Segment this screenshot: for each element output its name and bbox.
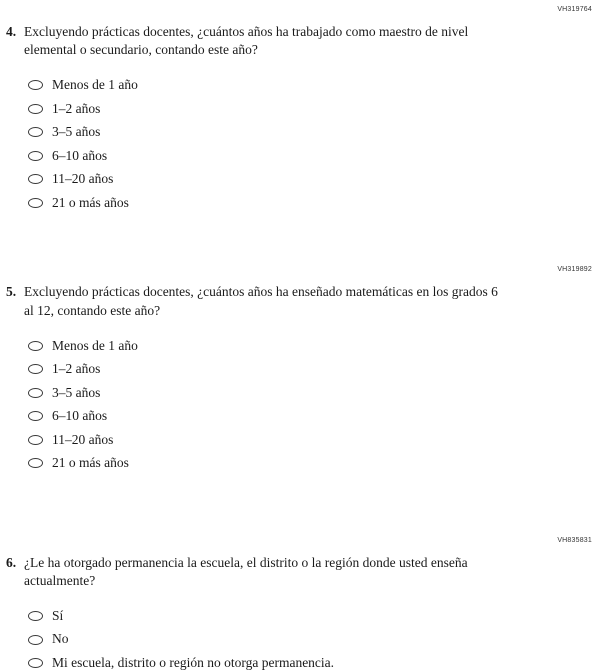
answer-option[interactable] [28,73,594,97]
answer-oval-icon[interactable] [28,635,43,645]
answer-option[interactable] [28,191,594,215]
option-label: 11–20 años [52,431,114,447]
option-label: 21 o más años [52,455,129,471]
answer-option[interactable] [28,381,594,405]
question-text: ¿Le ha otorgado permanencia la escuela, el distrito o la región donde usted enseña actualmente? [24,554,468,589]
answer-oval-icon[interactable] [28,364,43,374]
answer-option[interactable] [28,167,594,191]
question-block-4 [6,6,594,214]
option-label: Menos de 1 año [52,77,138,93]
option-label: 21 o más años [52,194,129,210]
question-number: 4. [6,24,17,39]
question-code: VH319764 [557,6,592,13]
answer-oval-icon[interactable] [28,174,43,184]
options-list [6,604,594,671]
answer-oval-icon[interactable] [28,151,43,161]
question-row [6,554,594,590]
option-label: Sí [52,607,64,623]
question-number: 6. [6,554,17,570]
option-label: 11–20 años [52,171,114,187]
option-label: 3–5 años [52,384,101,400]
answer-option[interactable] [28,144,594,168]
answer-option[interactable] [28,604,594,628]
question-code: VH835831 [557,536,592,544]
question-code: VH319892 [557,266,592,274]
answer-option[interactable] [28,357,594,381]
options-list [6,73,594,214]
question-number: 5. [6,284,17,300]
answer-option[interactable] [28,428,594,452]
answer-option[interactable] [28,651,594,671]
answer-oval-icon[interactable] [28,80,43,90]
answer-oval-icon[interactable] [28,435,43,445]
options-list [6,334,594,475]
question-block-5 [6,266,594,474]
option-label: 6–10 años [52,147,108,163]
option-label: 1–2 años [52,100,101,116]
option-label: 1–2 años [52,361,101,377]
answer-option[interactable] [28,97,594,121]
option-label: 6–10 años [52,408,108,424]
answer-oval-icon[interactable] [28,611,43,621]
answer-option[interactable] [28,334,594,358]
answer-oval-icon[interactable] [28,127,43,137]
option-label: Mi escuela, distrito o región no otorga permanencia. [52,654,335,670]
option-label: 3–5 años [52,124,101,140]
answer-oval-icon[interactable] [28,658,43,668]
question-row [6,23,594,59]
option-label: Menos de 1 año [52,337,138,353]
answer-oval-icon[interactable] [28,198,43,208]
option-label: No [52,631,69,647]
answer-oval-icon[interactable] [28,388,43,398]
answer-oval-icon[interactable] [28,104,43,114]
question-text: Excluyendo prácticas docentes, ¿cuántos años ha enseñado matemáticas en los grados 6 al 12, contando este año? [24,284,498,318]
answer-option[interactable] [28,120,594,144]
question-block-6 [6,537,594,671]
answer-oval-icon[interactable] [28,411,43,421]
answer-option[interactable] [28,451,594,475]
answer-option[interactable] [28,628,594,652]
answer-option[interactable] [28,404,594,428]
question-text: Excluyendo prácticas docentes, ¿cuántos años ha trabajado como maestro de nivel elemental o secundario, contando este año? [24,24,469,58]
question-row [6,283,594,319]
answer-oval-icon[interactable] [28,458,43,468]
answer-oval-icon[interactable] [28,341,43,351]
